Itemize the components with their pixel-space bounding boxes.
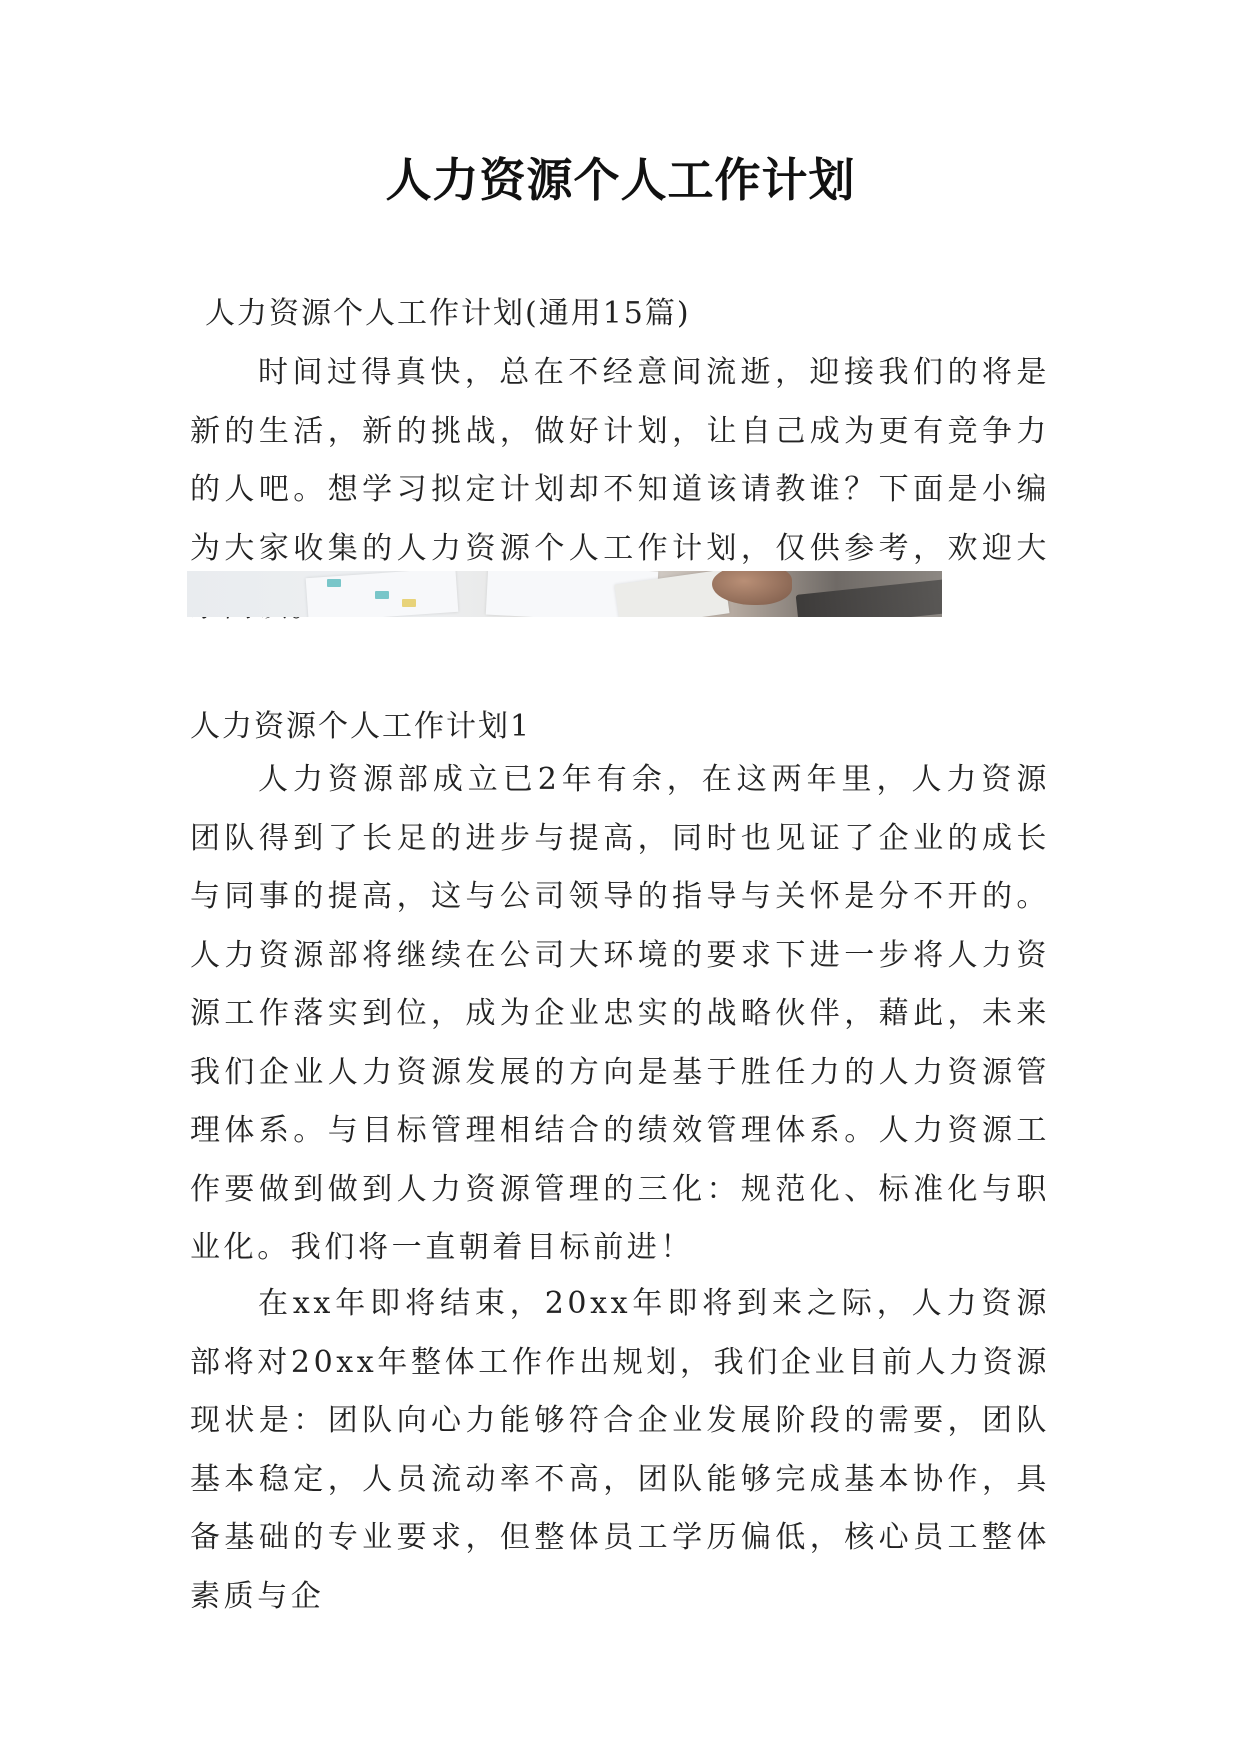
tablet-graphic xyxy=(796,579,942,617)
banner-image xyxy=(187,571,942,617)
document-title: 人力资源个人工作计划 xyxy=(385,153,856,207)
document-subtitle: 人力资源个人工作计划(通用15篇) xyxy=(205,296,691,331)
section-paragraph: 在xx年即将结束，20xx年即将到来之际，人力资源部将对20xx年整体工作作出规划，我们企业目前人力资源现状是：团队向心力能够符合企业发展阶段的需要，团队基本稳定，人员流动率不高，团队能够完成基本协作，具备基础的专业要求，但整体员工学历偏低，核心员工整体素质与企 xyxy=(190,1286,1050,1614)
color-chip-graphic xyxy=(327,579,341,587)
color-chip-graphic xyxy=(402,599,416,607)
intro-paragraph: 时间过得真快，总在不经意间流逝，迎接我们的将是新的生活，新的挑战，做好计划，让自己成为更有竞争力的人吧。想学习拟定计划却不知道该请教谁？下面是小编为大家收集的人力资源个人工作计划，仅供参考，欢迎大 xyxy=(190,355,1050,566)
section-heading: 人力资源个人工作计划1 xyxy=(190,709,532,744)
color-chip-graphic xyxy=(375,591,389,599)
section-paragraph: 人力资源部成立已2年有余，在这两年里，人力资源团队得到了长足的进步与提高，同时也见证了企业的成长与同事的提高，这与公司领导的指导与关怀是分不开的。人力资源部将继续在公司大环境的要求下进一步将人力资源工作落实到位，成为企业忠实的战略伙伴，藉此，未来我们企业人力资源发展的方向是基于胜任力的人力资源管理体系。与目标管理相结合的绩效管理体系。人力资源工作要做到做到人力资源管理的三化：规范化、标准化与职业化。我们将一直朝着目标前进！ xyxy=(190,762,1050,1265)
